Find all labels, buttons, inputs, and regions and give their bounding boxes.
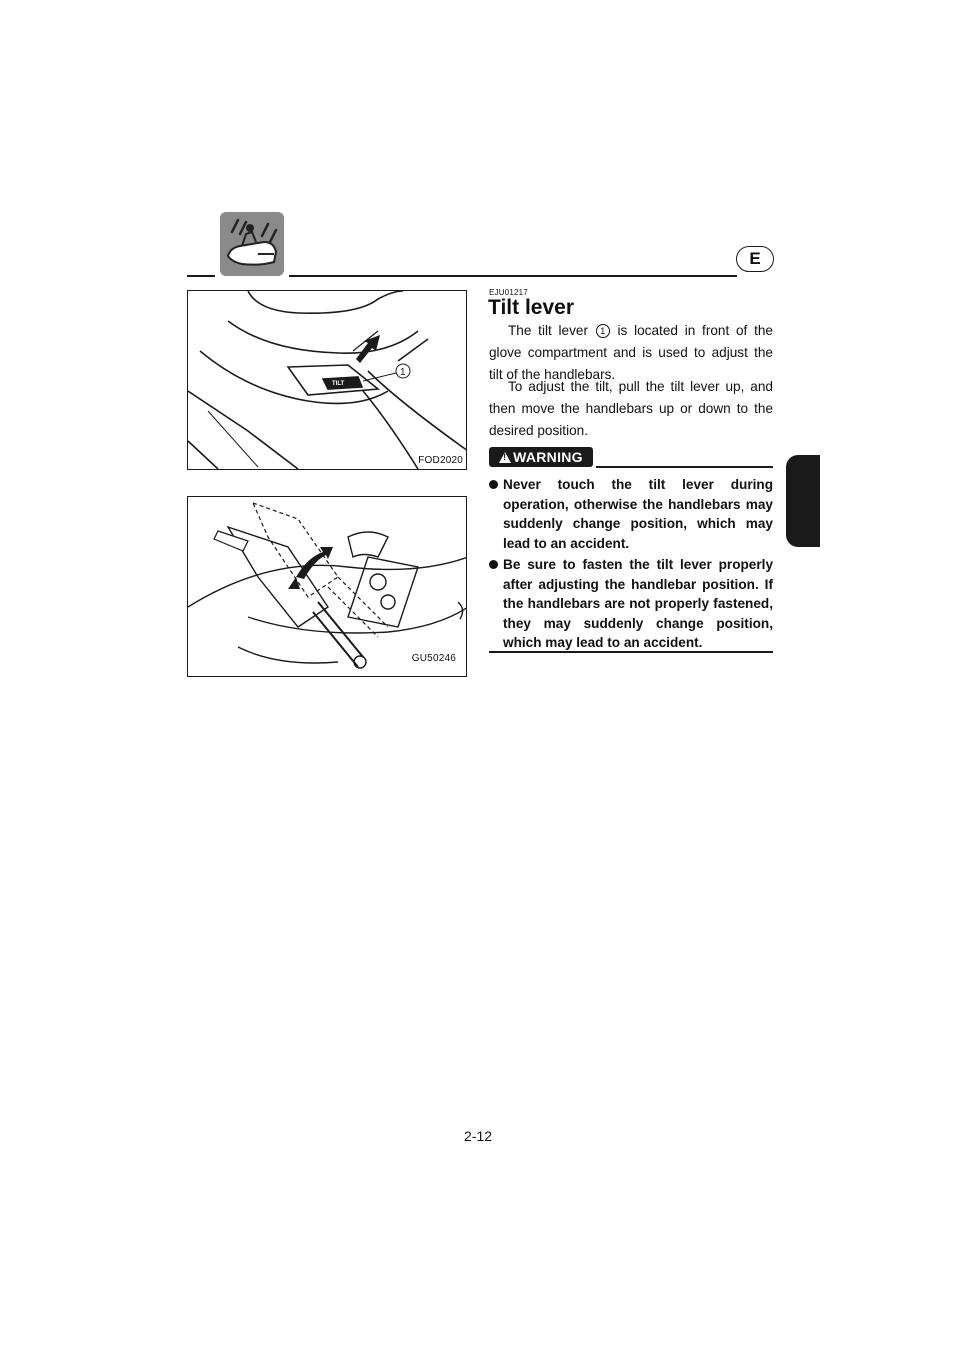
figure-code: GU50246 [411, 653, 456, 664]
para1-text-after: is located in front of the glove compartment and is used to adjust the tilt of the handlebars. [489, 323, 773, 382]
figure-code: FOD2020 [418, 455, 463, 466]
tilt-arrow-up-icon [296, 547, 333, 579]
lever-label: TILT [332, 381, 345, 387]
document-code: EJU01217 [489, 288, 528, 297]
jet-ski-rider-icon [220, 212, 284, 276]
figure-handlebar-tilt [187, 496, 467, 677]
page-number: 2-12 [464, 1128, 493, 1144]
warning-list [489, 475, 773, 655]
handlebar-illustration [188, 497, 467, 677]
para1-text-before: The tilt lever [508, 323, 588, 338]
paragraph-adjust-tilt: To adjust the tilt, pull the tilt lever up, and then move the handlebars up or down to the desired position. [489, 379, 773, 438]
warning-triangle-icon [499, 452, 511, 463]
section-title: Tilt lever [488, 296, 574, 319]
warning-badge [489, 447, 593, 467]
bullet-icon [489, 560, 498, 569]
warning-item-text: Be sure to fasten the tilt lever properly after adjusting the handlebar position. If the handlebars are not properly fastened, they may suddenly change position, which may lead to an accident. [503, 557, 773, 650]
header-rule-left [187, 275, 215, 277]
warning-rule-top [596, 466, 773, 468]
header-rule-right [289, 275, 737, 277]
language-badge: E [736, 246, 774, 272]
warning-rule-bottom [489, 651, 773, 653]
bullet-icon [489, 480, 498, 489]
list-item [489, 555, 773, 653]
figure-tilt-lever-location [187, 290, 467, 470]
callout-marker: 1 [596, 324, 610, 338]
callout-number: 1 [400, 367, 406, 378]
list-item [489, 475, 773, 553]
tilt-lever-illustration [188, 291, 467, 470]
warning-label: WARNING [513, 449, 583, 465]
chapter-tab [786, 455, 820, 547]
warning-item-text: Never touch the tilt lever during operation, otherwise the handlebars may suddenly change position, which may lead to an accident. [503, 477, 773, 551]
